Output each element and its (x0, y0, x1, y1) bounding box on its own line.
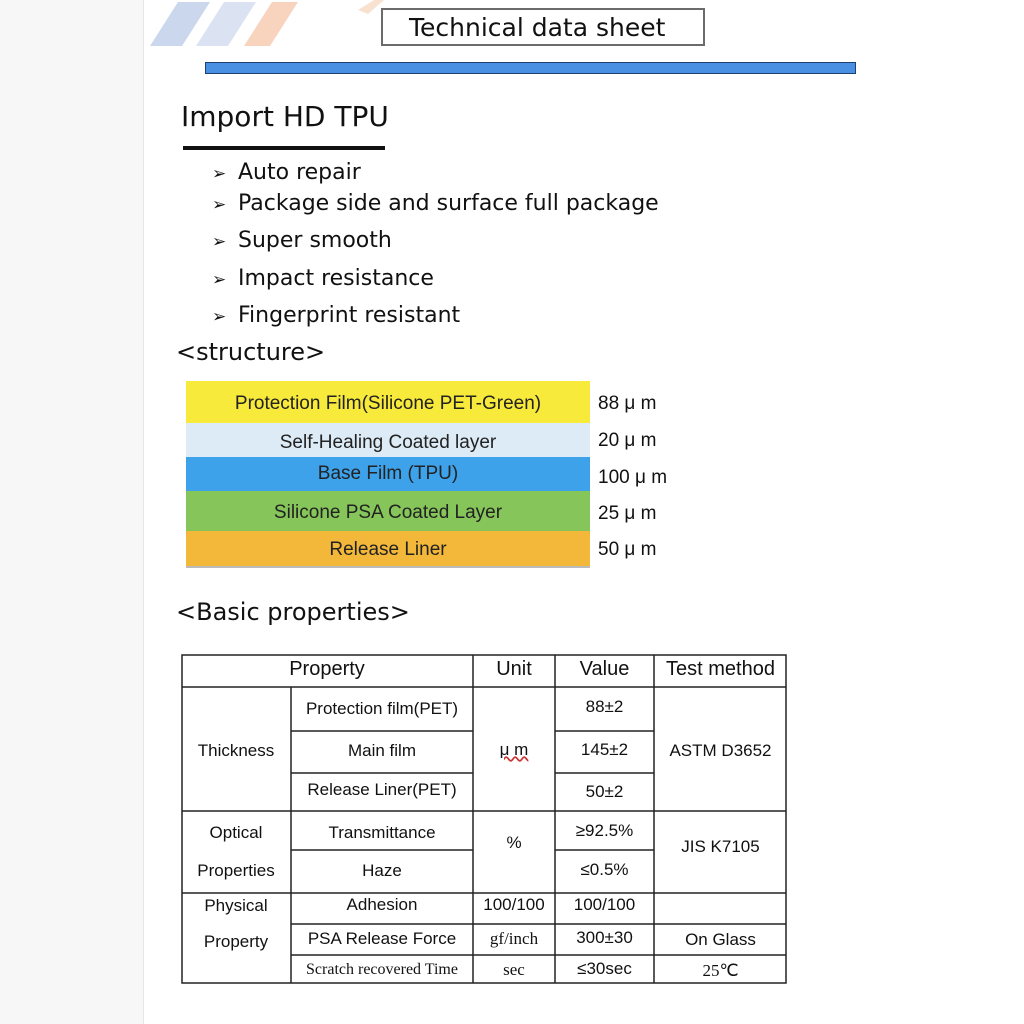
thickness-protection-film: 88 μ m (598, 393, 657, 414)
arrow-bullet-icon: ➢ (212, 164, 227, 184)
row-name: Main film (347, 741, 416, 760)
row-name: PSA Release Force (307, 929, 457, 948)
col-header-test-method: Test method (666, 658, 775, 680)
row-value: ≤0.5% (580, 860, 629, 879)
feature-label: Auto repair (238, 160, 361, 185)
layer-protection-film: Protection Film(Silicone PET-Green) (186, 381, 590, 423)
feature-item (212, 303, 460, 328)
layer-base-film: Base Film (TPU) (186, 457, 590, 491)
page-margin (0, 0, 144, 1024)
feature-label: Package side and surface full package (238, 191, 659, 216)
row-unit: 100/100 (483, 895, 545, 914)
page-edge-line (143, 0, 144, 1024)
row-value: 50±2 (585, 782, 624, 801)
row-name: Protection film(PET) (305, 699, 459, 718)
col-header-property: Property (289, 658, 365, 680)
unit-optical: % (506, 833, 522, 852)
row-value: 300±30 (576, 928, 633, 947)
row-unit: sec (503, 960, 525, 979)
product-name: Import HD TPU (181, 100, 389, 133)
brand-logo (148, 0, 398, 48)
accent-bar (205, 62, 856, 74)
feature-label: Fingerprint resistant (238, 303, 461, 328)
group-label-optical-2: Properties (197, 861, 275, 880)
thickness-psa: 25 μ m (598, 503, 657, 524)
feature-item (212, 228, 392, 253)
row-value: ≥92.5% (575, 821, 634, 840)
row-name: Adhesion (346, 895, 418, 914)
arrow-bullet-icon: ➢ (212, 270, 227, 290)
group-label-physical: Physical (204, 896, 268, 915)
row-name: Scratch recovered Time (306, 961, 458, 978)
structure-baseline (186, 566, 590, 568)
document-title: Technical data sheet (381, 8, 705, 46)
col-header-value: Value (579, 658, 630, 680)
layer-release-liner: Release Liner (186, 531, 590, 566)
col-header-unit: Unit (496, 658, 532, 680)
group-label-optical: Optical (209, 823, 263, 842)
arrow-bullet-icon: ➢ (212, 195, 227, 215)
layer-psa: Silicone PSA Coated Layer (186, 491, 590, 531)
feature-item (212, 191, 659, 216)
group-label-thickness: Thickness (197, 741, 275, 760)
properties-heading: <Basic properties> (176, 598, 410, 626)
thickness-release-liner: 50 μ m (598, 539, 657, 560)
group-label-physical-2: Property (203, 932, 269, 951)
heading-underline (183, 146, 385, 150)
row-unit: gf/inch (489, 929, 539, 948)
row-method: 25℃ (702, 961, 739, 980)
arrow-bullet-icon: ➢ (212, 307, 227, 327)
arrow-bullet-icon: ➢ (212, 232, 227, 252)
properties-table (181, 654, 787, 984)
method-thickness: ASTM D3652 (669, 741, 772, 760)
row-value: ≤30sec (577, 959, 632, 978)
layer-self-healing: Self-Healing Coated layer (186, 423, 590, 457)
row-value: 88±2 (585, 697, 624, 716)
feature-item (212, 160, 361, 185)
thickness-base-film: 100 μ m (598, 467, 668, 488)
feature-label: Impact resistance (238, 266, 434, 291)
thickness-self-healing: 20 μ m (598, 430, 657, 451)
feature-item (212, 266, 434, 291)
row-value: 145±2 (580, 740, 629, 759)
row-name: Transmittance (328, 823, 436, 842)
row-method: On Glass (685, 930, 756, 949)
unit-thickness: μ m (499, 740, 529, 759)
row-value: 100/100 (573, 895, 636, 914)
method-optical: JIS K7105 (681, 837, 760, 856)
structure-heading: <structure> (176, 338, 326, 366)
feature-label: Super smooth (238, 228, 392, 253)
row-name: Release Liner(PET) (307, 780, 457, 799)
row-name: Haze (362, 861, 402, 880)
